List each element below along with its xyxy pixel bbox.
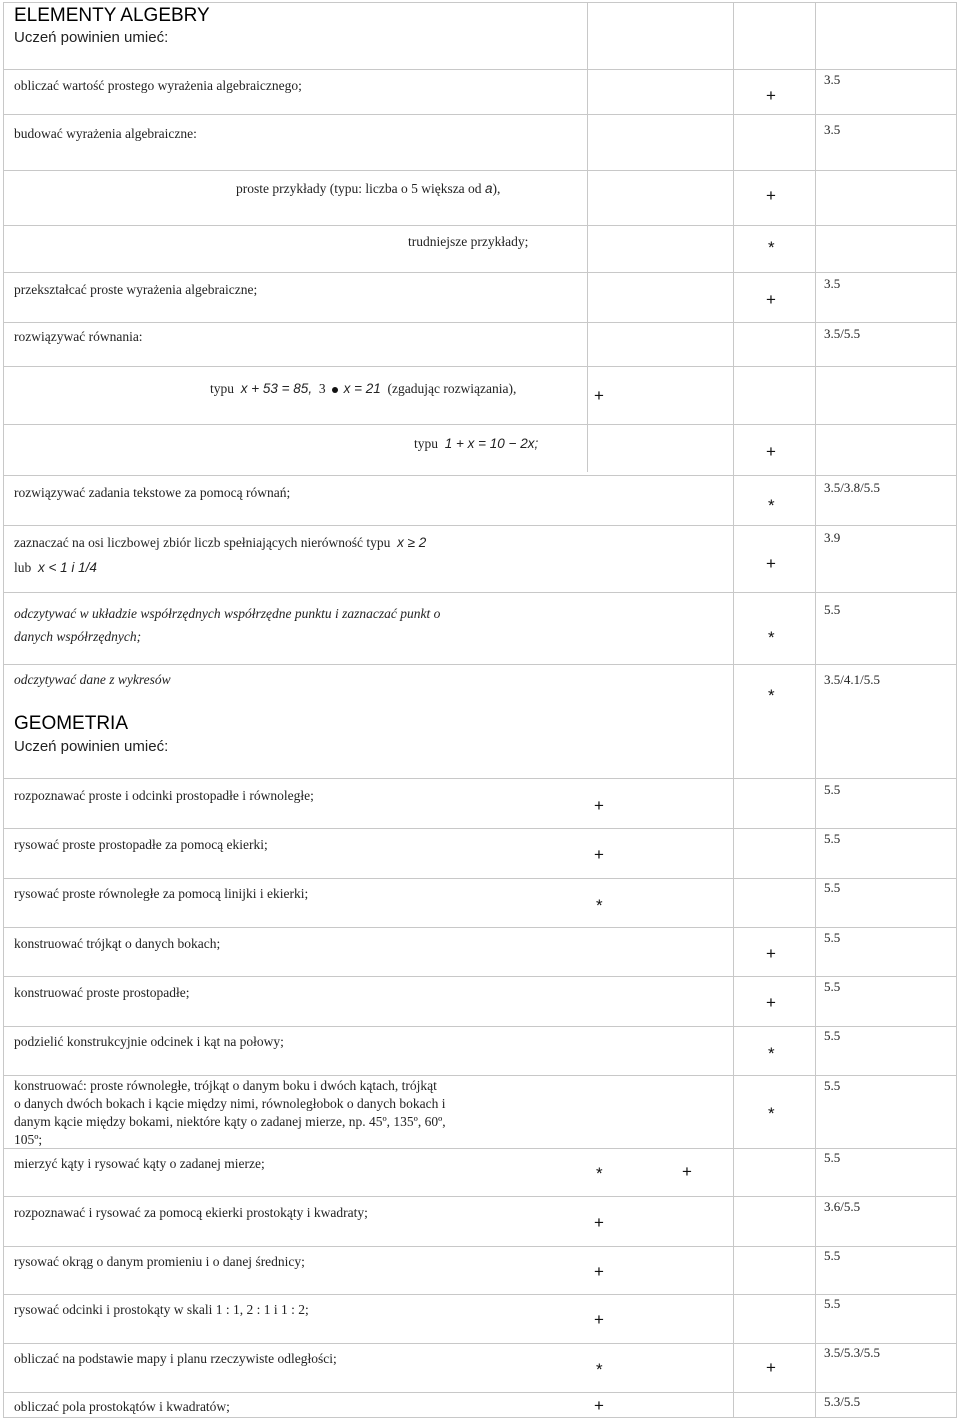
row-divider [3,1246,957,1247]
row-divider [3,424,957,425]
row-divider [3,976,957,977]
requirement-text: rysować odcinki i prostokąty w skali 1 : 1, 2 : 1 i 1 : 2; [14,1302,309,1317]
level-mark: + [766,86,776,105]
row-divider [3,272,957,273]
row-divider [3,1294,957,1295]
equation-note: (zgadując rozwiązania), [387,381,517,396]
level-mark: + [594,1213,604,1232]
section-subtitle-algebra: Uczeń powinien umieć: [14,29,169,46]
requirement-text-multiline: konstruować: proste równoległe, trójkąt o danym boku i dwóch kątach, trójkąt o danych dwóch bokach i kącie między nimi, równoległobok o danych bokach i danym kącie między bokami, niektóre kąty o zadanej mierze, np. 45º, 135º, 60º, 105º; [14,1078,446,1147]
equation-1: x + 53 = 85, [240,381,313,396]
row-divider [3,475,957,476]
row-divider [3,927,957,928]
level-mark: + [594,1396,604,1415]
curriculum-ref: 5.5 [824,831,841,846]
row-divider [3,322,957,323]
section-subtitle-geometry: Uczeń powinien umieć: [14,738,169,755]
requirement-text: przekształcać proste wyrażenia algebraiczne; [14,282,258,297]
section-title-algebra: ELEMENTY ALGEBRY [14,5,210,26]
curriculum-ref: 5.5 [824,979,841,994]
requirement-text: konstruować proste prostopadłe; [14,985,190,1000]
requirement-text: rysować okrąg o danym promieniu i o danej średnicy; [14,1254,305,1269]
row-divider [3,778,957,779]
inequality-1: x ≥ 2 [397,535,427,550]
row-divider [3,1026,957,1027]
requirement-text: obliczać pola prostokątów i kwadratów; [14,1399,230,1414]
requirement-text: rozwiązywać zadania tekstowe za pomocą równań; [14,485,291,500]
column-divider [815,2,816,1418]
requirement-text: rozpoznawać i rysować za pomocą ekierki prostokąty i kwadraty; [14,1205,368,1220]
equation-2: x = 21 [343,381,381,396]
inequality-2: x < 1 i 1/4 [38,560,97,575]
row-divider [3,1417,957,1418]
requirement-text [14,533,426,553]
row-divider [3,2,957,3]
row-divider [3,1392,957,1393]
requirement-text: obliczać na podstawie mapy i planu rzeczywiste odległości; [14,1351,337,1366]
level-mark: * [768,628,775,647]
row-divider [3,1196,957,1197]
type-prefix: typu [414,436,439,451]
requirement-text-tail: ), [492,181,501,196]
level-mark: * [768,1044,775,1063]
row-divider [3,878,957,879]
level-mark: + [766,993,776,1012]
curriculum-ref: 3.5/5.3/5.5 [824,1345,880,1360]
requirement-text: mierzyć kąty i rysować kąty o zadanej mierze; [14,1156,265,1171]
row-divider [3,69,957,70]
level-mark: + [594,796,604,815]
level-mark-secondary: + [766,1358,776,1377]
curriculum-ref: 5.5 [824,1028,841,1043]
curriculum-ref: 3.5/5.5 [824,326,861,341]
level-mark: * [596,896,603,915]
row-divider [3,114,957,115]
requirement-text: rysować proste równoległe za pomocą linijki i ekierki; [14,886,309,901]
requirement-text: rozwiązywać równania: [14,329,143,344]
level-mark: + [766,186,776,205]
level-mark: + [594,386,604,405]
level-mark: + [594,1262,604,1281]
curriculum-ref: 5.5 [824,1248,841,1263]
level-mark: * [768,686,775,705]
curriculum-ref: 3.5 [824,72,841,87]
requirement-text: trudniejsze przykłady; [408,234,529,249]
row-divider [3,664,957,665]
curriculum-ref: 3.9 [824,530,841,545]
row-divider [3,1075,957,1076]
requirement-text-main: proste przykłady (typu: liczba o 5 większa od [236,181,482,196]
curriculum-ref: 3.5 [824,276,841,291]
requirement-text: konstruować trójkąt o danych bokach; [14,936,221,951]
curriculum-ref: 5.3/5.5 [824,1394,861,1409]
level-mark-secondary: + [682,1162,692,1181]
level-mark: + [766,944,776,963]
level-mark: * [596,1164,603,1183]
curriculum-ref: 5.5 [824,1150,841,1165]
variable-a: a [484,181,493,196]
level-mark: + [594,845,604,864]
row-divider [3,828,957,829]
requirement-text: budować wyrażenia algebraiczne: [14,126,197,141]
level-mark: + [766,442,776,461]
equation-row [210,379,516,399]
row-divider [3,225,957,226]
equation-2-coef: 3 [318,381,326,396]
section-title-geometry: GEOMETRIA [14,713,129,734]
row-divider [3,1343,957,1344]
level-mark: + [766,554,776,573]
equation-row [414,434,538,454]
curriculum-ref: 5.5 [824,930,841,945]
requirement-text-line2: danych współrzędnych; [14,629,142,644]
table-border-left [3,2,4,1418]
curriculum-ref: 5.5 [824,880,841,895]
level-mark: * [768,238,775,257]
table-border-right [956,2,957,1418]
row-divider [3,592,957,593]
requirement-text-line1: zaznaczać na osi liczbowej zbiór liczb spełniających nierówność typu [14,535,391,550]
curriculum-ref: 3.5/3.8/5.5 [824,480,880,495]
row-divider [3,170,957,171]
row-divider [3,525,957,526]
multiplication-dot-icon [332,387,338,393]
type-prefix: typu [210,381,235,396]
curriculum-ref: 5.5 [824,1296,841,1311]
level-mark: + [766,290,776,309]
level-mark: + [594,1310,604,1329]
level-mark: * [596,1360,603,1379]
requirement-text: odczytywać dane z wykresów [14,672,171,687]
column-divider [733,2,734,1418]
requirement-text-line2: lub x < 1 i 1/4 [14,560,97,575]
curriculum-ref: 3.5/4.1/5.5 [824,672,880,687]
requirement-text: obliczać wartość prostego wyrażenia algebraicznego; [14,78,302,93]
curriculum-ref: 3.5 [824,122,841,137]
column-divider [587,2,588,472]
equation: 1 + x = 10 − 2x; [444,436,539,451]
requirement-text: rysować proste prostopadłe za pomocą ekierki; [14,837,268,852]
curriculum-ref: 5.5 [824,602,841,617]
requirement-text-line1: odczytywać w układzie współrzędnych współrzędne punktu i zaznaczać punkt o [14,606,441,621]
requirement-text: podzielić konstrukcyjnie odcinek i kąt na połowy; [14,1034,284,1049]
curriculum-ref: 3.6/5.5 [824,1199,861,1214]
row-divider [3,366,957,367]
requirement-text [236,179,500,199]
requirement-text: rozpoznawać proste i odcinki prostopadłe i równoległe; [14,788,314,803]
level-mark: * [768,1104,775,1123]
curriculum-ref: 5.5 [824,1078,841,1093]
curriculum-ref: 5.5 [824,782,841,797]
level-mark: * [768,496,775,515]
